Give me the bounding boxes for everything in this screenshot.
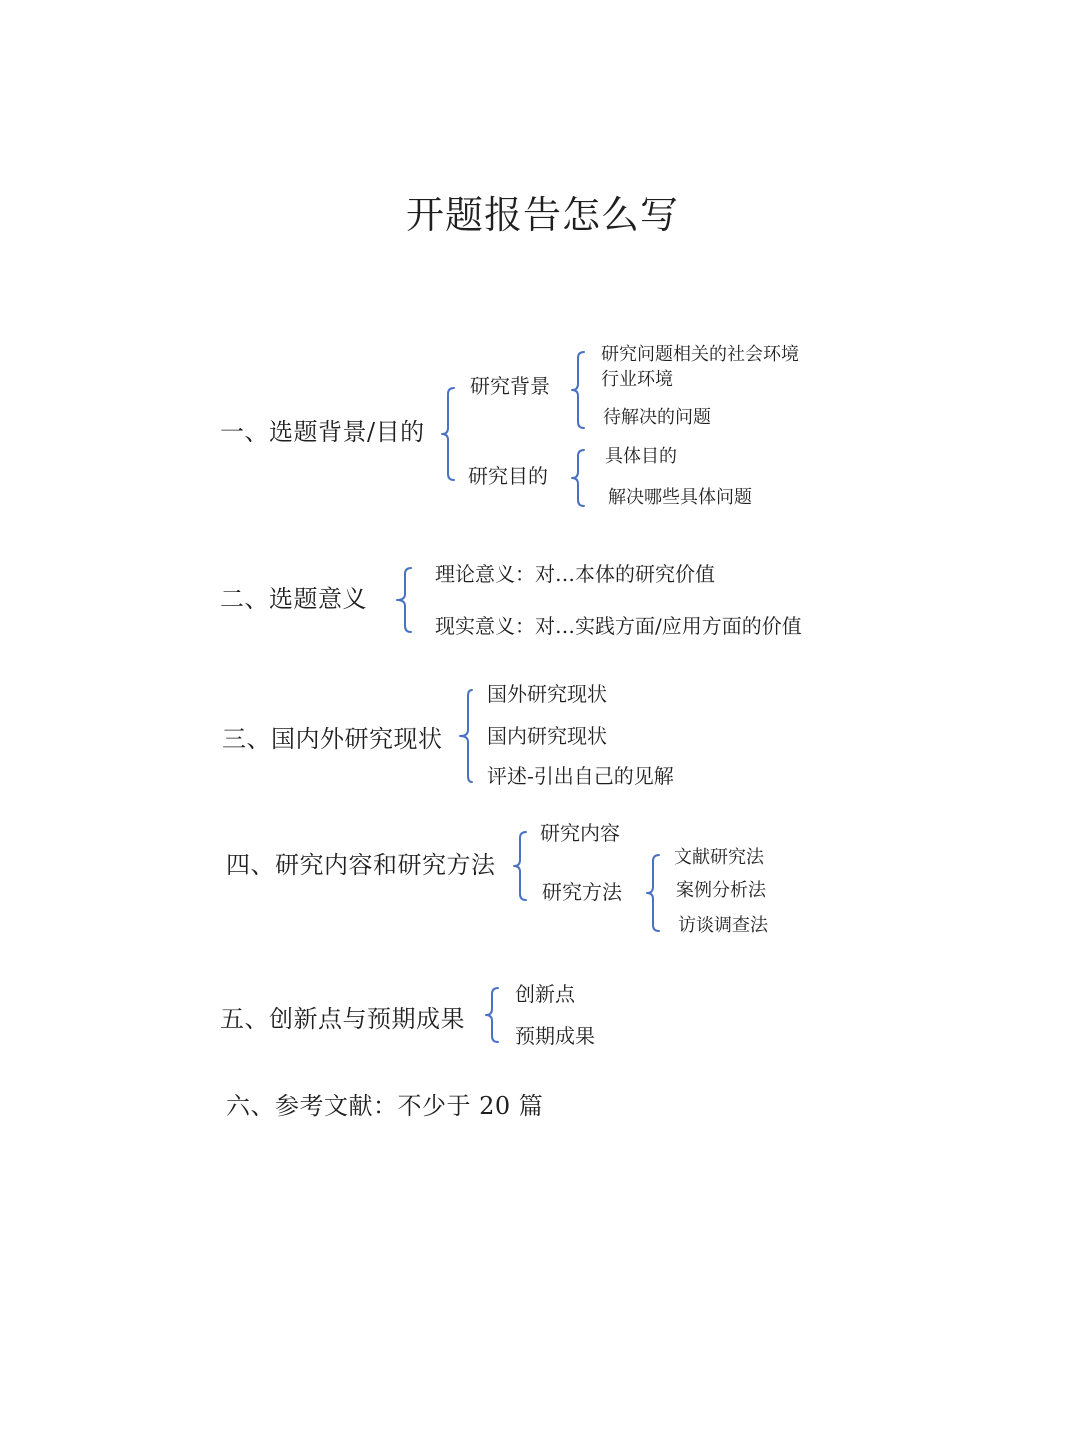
section-1-brace [440,386,460,482]
research-purpose-brace [570,448,590,508]
node-research-content: 研究内容 [540,821,620,845]
leaf-specific-problems: 解决哪些具体问题 [608,487,752,508]
section-1-heading: 一、选题背景/目的 [220,418,425,446]
section-5-heading: 五、创新点与预期成果 [220,1005,465,1033]
page-title: 开题报告怎么写 [406,193,680,237]
leaf-social-environment: 研究问题相关的社会环境 [601,344,799,365]
leaf-interview-survey: 访谈调查法 [678,915,768,936]
leaf-foreign-status: 国外研究现状 [487,682,607,706]
leaf-theoretical-significance: 理论意义：对…本体的研究价值 [435,562,715,586]
section-3-heading: 三、国内外研究现状 [222,725,443,753]
leaf-domestic-status: 国内研究现状 [487,724,607,748]
section-5-brace [484,986,504,1044]
leaf-practical-significance: 现实意义：对…实践方面/应用方面的价值 [435,614,802,638]
section-4-heading: 四、研究内容和研究方法 [226,851,496,879]
leaf-literature-research: 文献研究法 [674,847,764,868]
section-2-brace [395,566,417,634]
section-3-brace [458,688,476,784]
leaf-expected-results: 预期成果 [515,1024,595,1048]
research-background-brace [570,350,590,430]
node-research-purpose: 研究目的 [468,464,548,488]
leaf-case-analysis: 案例分析法 [676,880,766,901]
leaf-industry-environment: 行业环境 [601,369,673,390]
leaf-innovation-points: 创新点 [515,982,575,1006]
leaf-review-own-view: 评述-引出自己的见解 [487,764,674,788]
section-4-brace [512,830,532,902]
leaf-problem-to-solve: 待解决的问题 [603,407,711,428]
research-method-brace [645,853,665,933]
node-research-method: 研究方法 [542,880,622,904]
leaf-specific-purpose: 具体目的 [605,446,677,467]
section-2-heading: 二、选题意义 [220,585,367,613]
section-6-heading: 六、参考文献：不少于 20 篇 [226,1092,544,1120]
node-research-background: 研究背景 [470,374,550,398]
